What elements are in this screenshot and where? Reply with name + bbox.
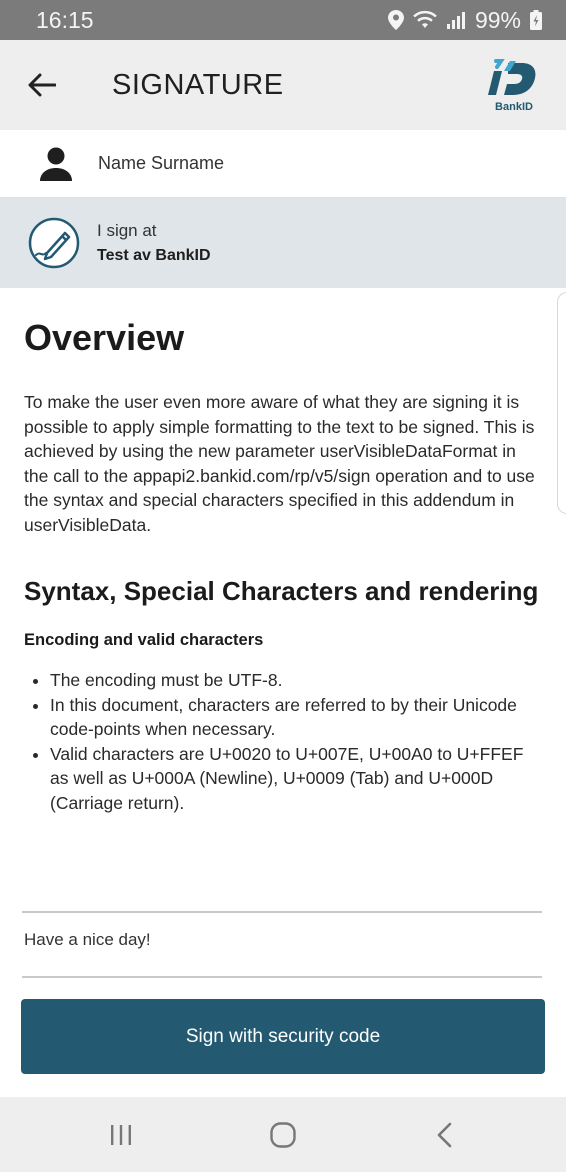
document-content[interactable]	[24, 288, 544, 815]
navigation-bar	[0, 1097, 566, 1172]
battery-percent: 99%	[474, 6, 521, 33]
page-title: SIGNATURE	[112, 68, 284, 101]
back-icon[interactable]	[425, 1115, 465, 1155]
sign-at-text	[97, 221, 211, 265]
signer-name: Name Surname	[98, 153, 225, 173]
list-item: • The encoding must be UTF-8.	[50, 668, 544, 693]
intro-paragraph: To make the user even more aware of what they are signing it is possible to apply simple formatting to the text to be signed. This is achieved by using the new parameter userVisibleDataFormat in the call to the appapi2.bankid.com/rp/v5/sign operation and to use the syntax and special characters specified in this addendum in userVisibleData.	[24, 392, 535, 535]
sign-at-row	[0, 198, 566, 288]
bullet-list	[24, 668, 544, 815]
bankid-logo-mark	[486, 57, 542, 99]
list-item: • In this document, characters are referred to by their Unicode code-points when necessary.	[50, 693, 544, 742]
status-icons	[388, 7, 542, 34]
location-icon	[388, 10, 404, 30]
home-icon[interactable]	[263, 1115, 303, 1155]
list-item: • Valid characters are U+0020 to U+007E, U+00A0 to U+FFEF as well as U+000A (Newline), U+0009 (Tab) and U+000D (Carriage return).	[50, 742, 544, 816]
app-bar	[0, 40, 566, 130]
signer-row	[0, 130, 566, 198]
document-title: Overview	[24, 317, 185, 358]
battery-icon	[530, 10, 542, 30]
recent-apps-icon[interactable]	[101, 1115, 141, 1155]
bankid-logo	[486, 57, 542, 113]
sign-with-security-code-button[interactable]: Sign with security code	[21, 999, 545, 1074]
pen-icon	[28, 217, 80, 269]
edge-panel-handle[interactable]	[557, 292, 566, 514]
status-time: 16:15	[36, 6, 94, 33]
sign-at-label: I sign at	[97, 221, 157, 240]
subsection-title: Encoding and valid characters	[24, 631, 264, 649]
divider	[22, 976, 542, 978]
person-icon	[38, 146, 74, 182]
section-title: Syntax, Special Characters and rendering	[24, 576, 539, 606]
bankid-logo-text: BankID	[495, 101, 533, 113]
wifi-icon	[413, 10, 437, 30]
back-arrow-icon[interactable]	[24, 67, 60, 103]
divider	[22, 911, 542, 913]
status-bar	[0, 0, 566, 40]
signal-icon	[446, 10, 466, 30]
sign-at-name: Test av BankID	[97, 247, 211, 264]
closing-text: Have a nice day!	[24, 930, 151, 949]
